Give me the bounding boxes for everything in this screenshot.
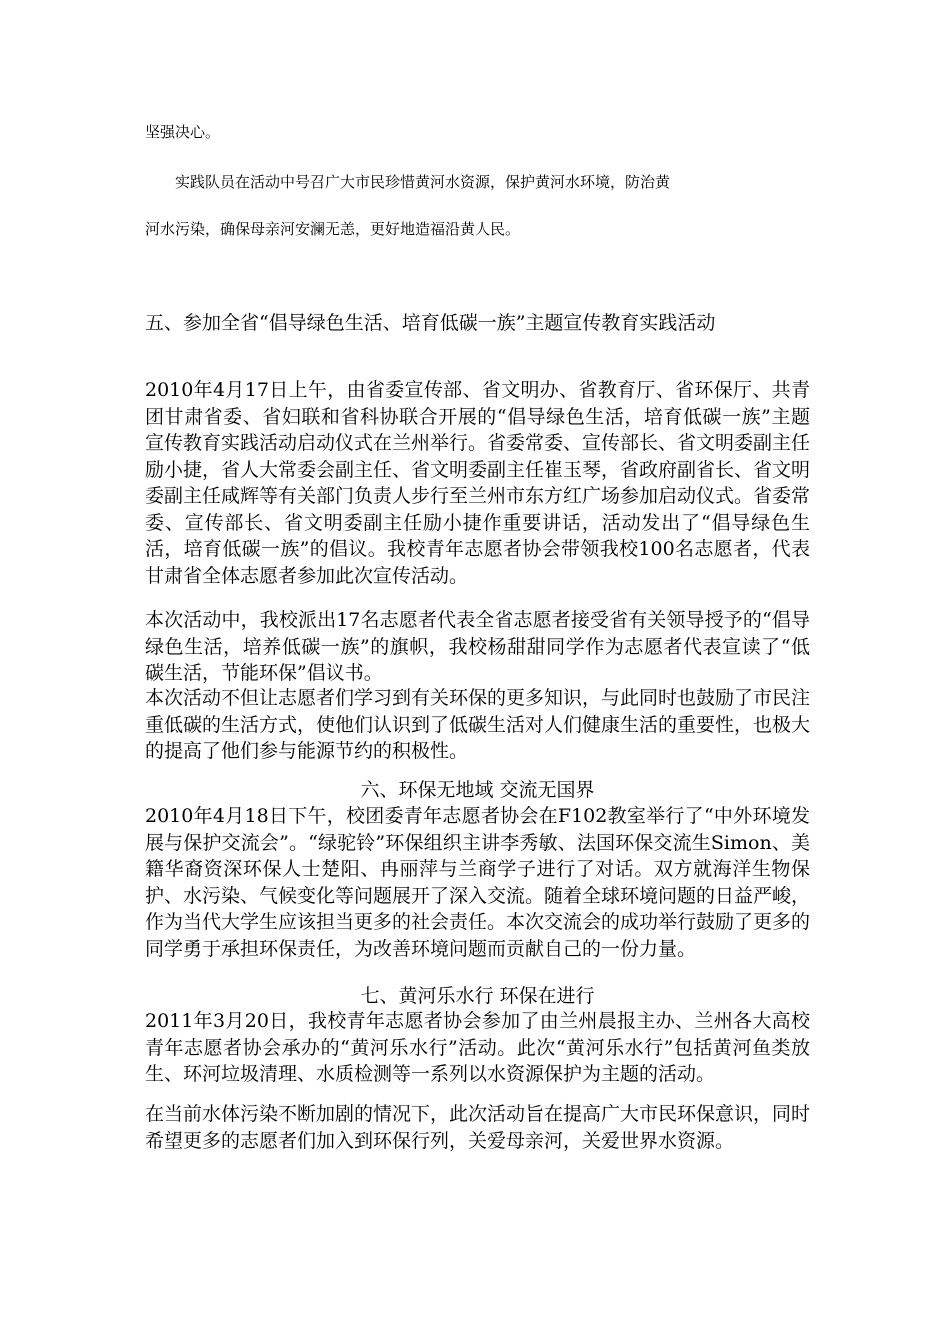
section-6-heading: 六、环保无地域 交流无国界 (360, 779, 595, 801)
intro-closing-text: 坚强决心。 (145, 123, 221, 141)
section-5-paragraph-3: 本次活动不但让志愿者们学习到有关环保的更多知识，与此同时也鼓励了市民注重低碳的生活方式，使他们认识到了低碳生活对人们健康生活的重要性，也极大的提高了他们参与能源节约的积极性。 (145, 687, 811, 762)
intro-paragraph-line-2: 河水污染，确保母亲河安澜无恙，更好地造福沿黄人民。 (145, 220, 521, 238)
intro-paragraph (145, 171, 810, 239)
section-6-paragraph-1: 2010年4月18日下午，校团委青年志愿者协会在F102教室举行了“中外环境发展与保护交流会”。“绿驼铃”环保组织主讲李秀敏、法国环保交流生Simon、美籍华裔资深环保人士楚阳、冉丽萍与兰商学子进行了对话。双方就海洋生物保护、水污染、气候变化等问题展开了深入交流。随着全球环境问题的日益严峻，作为当代大学生应该担当更多的社会责任。本次交流会的成功举行鼓励了更多的同学勇于承担环保责任，为改善环境问题而贡献自己的一份力量。 (145, 805, 811, 960)
section-7-paragraph-1: 2011年3月20日，我校青年志愿者协会参加了由兰州晨报主办、兰州各大高校青年志愿者协会承办的“黄河乐水行”活动。此次“黄河乐水行”包括黄河鱼类放生、环河垃圾清理、水质检测等一系列以水资源保护为主题的活动。 (145, 1010, 810, 1085)
section-7-heading: 七、黄河乐水行 环保在进行 (360, 985, 595, 1007)
section-5-heading: 五、参加全省“倡导绿色生活、培育低碳一族”主题宣传教育实践活动 (145, 312, 716, 334)
section-7-paragraph-2: 在当前水体污染不断加剧的情况下，此次活动旨在提高广大市民环保意识，同时希望更多的志愿者们加入到环保行列，关爱母亲河，关爱世界水资源。 (145, 1103, 811, 1152)
intro-paragraph-line-1: 实践队员在活动中号召广大市民珍惜黄河水资源，保护黄河水环境，防治黄 (175, 173, 671, 191)
section-5-paragraph-1: 2010年4月17日上午，由省委宣传部、省文明办、省教育厅、省环保厅、共青团甘肃省委、省妇联和省科协联合开展的“倡导绿色生活，培育低碳一族”主题宣传教育实践活动启动仪式在兰州举行。省委常委、宣传部长、省文明委副主任励小捷，省人大常委会副主任、省文明委副主任崔玉琴，省政府副省长、省文明委副主任咸辉等有关部门负责人步行至兰州市东方红广场参加启动仪式。省委常委、宣传部长、省文明委副主任励小捷作重要讲话，活动发出了“倡导绿色生活，培育低碳一族”的倡议。我校青年志愿者协会带领我校100名志愿者，代表甘肃省全体志愿者参加此次宣传活动。 (145, 379, 811, 587)
section-5-paragraph-2: 本次活动中，我校派出17名志愿者代表全省志愿者接受省有关领导授予的“倡导绿色生活，培养低碳一族”的旗帜，我校杨甜甜同学作为志愿者代表宣读了“低碳生活，节能环保”倡议书。 (145, 609, 810, 684)
